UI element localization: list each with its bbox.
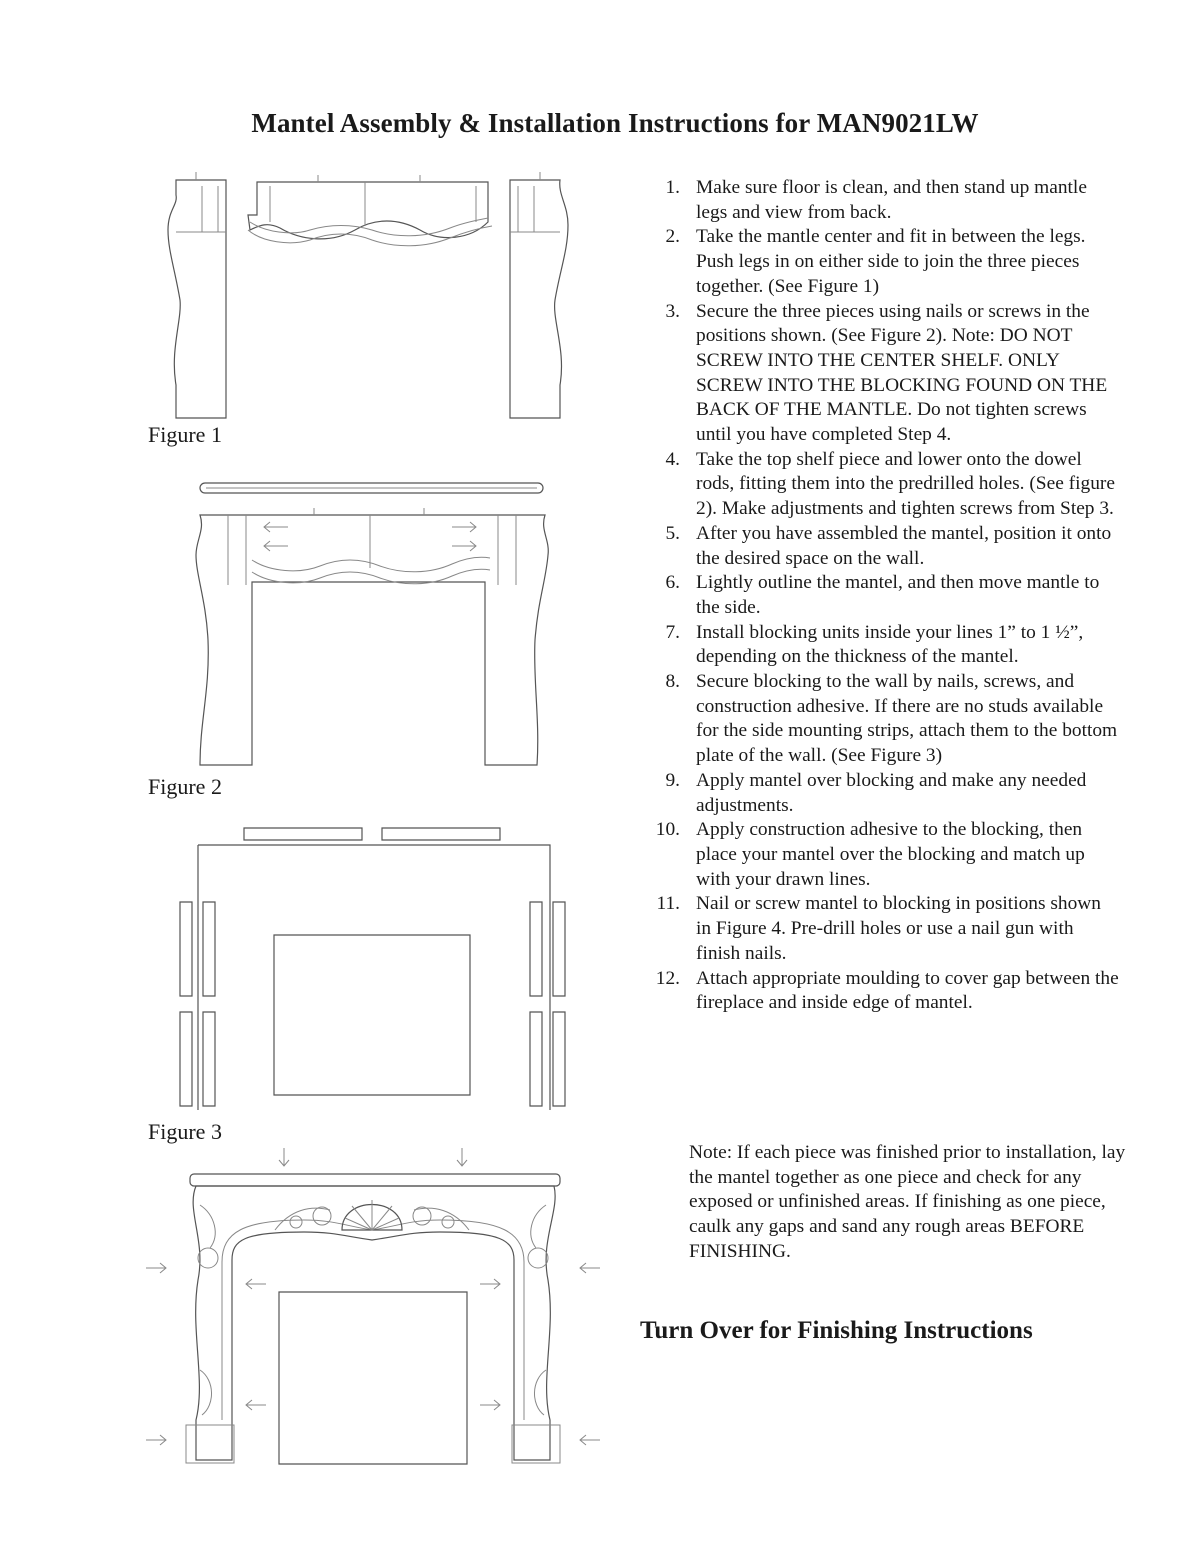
step-item [640, 571, 1120, 620]
step-text: Secure blocking to the wall by nails, screws, and construction adhesive. If there are no studs available for the side mounting strips, attach them to the bottom plate of the wall. (See Figure 3) [696, 671, 1118, 767]
step-text: Apply construction adhesive to the blocking, then place your mantel over the blocking and match up with your drawn lines. [696, 819, 1085, 890]
step-item [640, 670, 1120, 769]
step-number: 1. [665, 177, 680, 198]
step-item [640, 967, 1120, 1016]
step-number: 12. [655, 967, 680, 989]
step-item [640, 176, 1120, 225]
step-number: 8. [665, 671, 680, 693]
step-text: Take the top shelf piece and lower onto the dowel rods, fitting them into the predrilled holes. (See figure 2). Make adjustments and tighten screws from Step 3. [696, 448, 1115, 520]
step-number: 4. [665, 448, 680, 470]
step-text: Lightly outline the mantel, and then move mantle to the side. [696, 572, 1100, 618]
step-item [640, 448, 1120, 522]
step-item [640, 522, 1120, 571]
step-text: Attach appropriate moulding to cover gap between the fireplace and inside edge of mantel. [696, 967, 1119, 1014]
step-item [640, 225, 1120, 299]
document-title: Mantel Assembly & Installation Instructions for MAN9021LW [251, 108, 979, 138]
step-text: Apply mantel over blocking and make any needed adjustments. [696, 769, 1087, 816]
figure1-label: Figure 1 [148, 422, 222, 447]
step-item [640, 818, 1120, 892]
figure2-label: Figure 2 [148, 774, 222, 799]
step-text: Secure the three pieces using nails or screws in the positions shown. (See Figure 2). Note: DO NOT SCREW INTO THE CENTER SHELF. ONLY SCREW INTO THE BLOCKING FOUND ON THE BACK OF THE MANTLE. Do not tighten screws until you have completed Step 4. [696, 300, 1108, 446]
step-number: 7. [665, 621, 680, 643]
figure1-drawing [168, 172, 568, 418]
mantel-front-drawing [146, 1148, 600, 1464]
step-text: Nail or screw mantel to blocking in positions shown in Figure 4. Pre-drill holes or use a nail gun with finish nails. [696, 893, 1101, 964]
step-text: Install blocking units inside your lines 1” to 1 ½”, depending on the thickness of the mantel. [696, 621, 1084, 668]
step-number: 9. [665, 769, 680, 791]
step-number: 11. [656, 893, 680, 915]
step-text: Make sure floor is clean, and then stand up mantle legs and view from back. [696, 177, 1087, 223]
figure2-drawing [196, 483, 548, 765]
step-number: 5. [665, 522, 680, 544]
step-item [640, 300, 1120, 448]
step-text: After you have assembled the mantel, position it onto the desired space on the wall. [696, 522, 1112, 569]
step-number: 3. [665, 300, 680, 322]
turn-over-heading: Turn Over for Finishing Instructions [640, 1317, 1033, 1344]
step-number: 6. [665, 572, 680, 594]
instruction-steps [640, 176, 1120, 1016]
step-item [640, 892, 1120, 966]
step-number: 2. [665, 226, 680, 248]
step-item [640, 621, 1120, 670]
figure3-label: Figure 3 [148, 1119, 222, 1144]
finishing-note: Note: If each piece was finished prior to installation, lay the mantel together as one piece and check for any exposed or unfinished areas. If finishing as one piece, caulk any gaps and sand any rough areas BEFORE FINISHING. [689, 1142, 1126, 1262]
step-item [640, 769, 1120, 818]
step-number: 10. [655, 819, 680, 841]
step-text: Take the mantle center and fit in between the legs. Push legs in on either side to join the three pieces together. (See Figure 1) [696, 226, 1086, 297]
figure3-drawing [180, 828, 565, 1110]
